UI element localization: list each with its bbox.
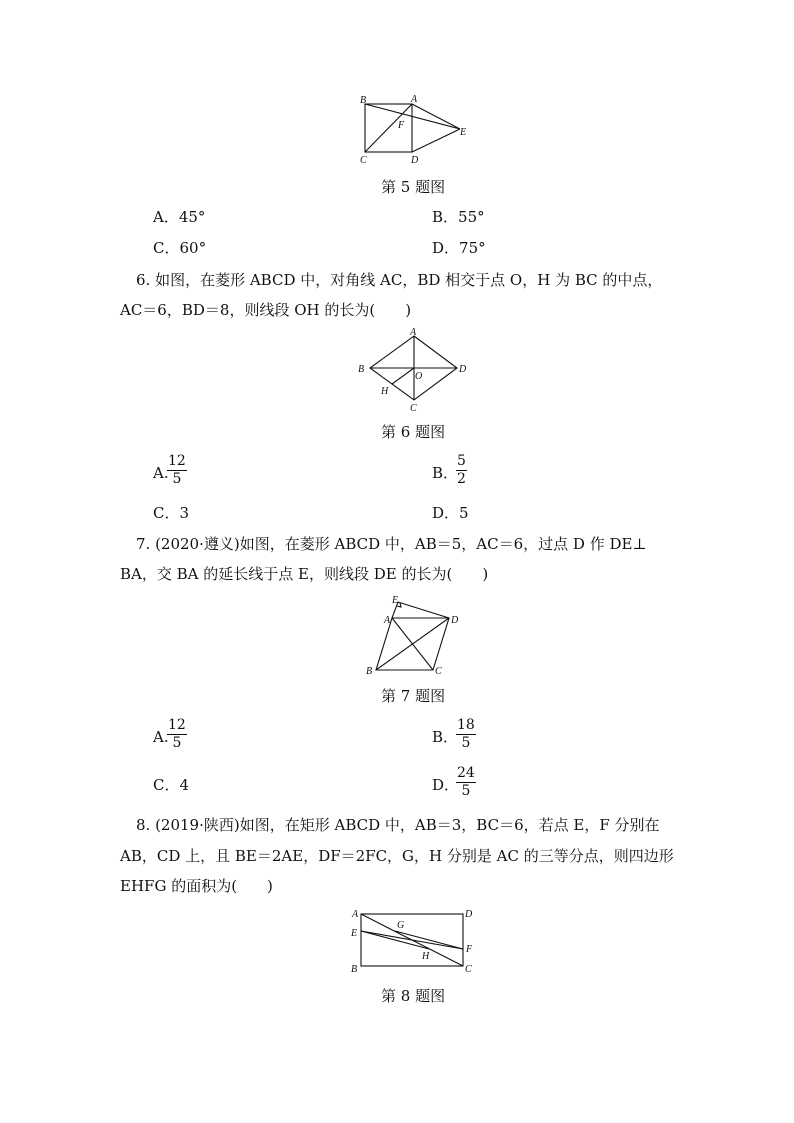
q8-segment-gf	[395, 931, 463, 949]
q6-option-c-text: 3	[179, 504, 190, 522]
q5-line-ae	[412, 104, 460, 129]
q7-label-b: B	[366, 666, 373, 677]
q5-label-f: F	[398, 120, 405, 131]
q5-caption: 第 5 题图	[381, 178, 446, 196]
q7-option-b[interactable]	[432, 727, 458, 747]
q6-stem-line2: AC＝6，BD＝8，则线段 OH 的长为( )	[120, 301, 412, 319]
q5-option-d-text: 75°	[459, 239, 486, 257]
q5-figure	[350, 90, 480, 170]
q5-option-c-letter: C．	[153, 239, 180, 257]
q6-option-b-denominator: 2	[457, 471, 466, 487]
q8-label-g: G	[397, 920, 405, 931]
q6-option-c[interactable]	[153, 503, 189, 523]
q7-segment-de	[398, 602, 449, 618]
q8-figure	[342, 904, 482, 979]
q7-stem-line1: 7. (2020·遵义)如图，在菱形 ABCD 中，AB＝5，AC＝6，过点 D 作 DE⊥	[136, 535, 647, 553]
q7-option-c[interactable]	[153, 775, 189, 795]
q5-option-b[interactable]	[432, 207, 485, 227]
q7-label-a: A	[384, 615, 391, 626]
q6-option-b-fraction	[456, 453, 467, 488]
q5-label-b: B	[360, 95, 367, 106]
q7-option-b-denominator: 5	[461, 735, 471, 751]
q8-stem-line1: 8. (2019·陕西)如图，在矩形 ABCD 中，AB＝3，BC＝6，若点 E，F 分别在	[136, 816, 660, 834]
q7-option-a-numerator: 12	[168, 717, 186, 733]
q7-option-b-numerator: 18	[457, 717, 475, 733]
q6-stem-line1: 6. 如图，在菱形 ABCD 中，对角线 AC，BD 相交于点 O，H 为 BC 的中点，	[136, 271, 663, 289]
q7-option-a-denominator: 5	[172, 735, 182, 751]
q8-label-f: F	[466, 944, 473, 955]
q5-label-c: C	[360, 155, 367, 166]
q6-option-a-fraction	[167, 453, 187, 488]
q6-option-d-text: 5	[459, 504, 469, 522]
q6-label-b: B	[358, 364, 365, 375]
q7-option-d-denominator: 5	[461, 783, 471, 799]
q6-segment-oh	[392, 368, 414, 384]
q7-label-c: C	[435, 666, 442, 677]
q8-label-h: H	[422, 951, 430, 962]
q6-label-d: D	[459, 364, 467, 375]
q8-label-c: C	[465, 964, 472, 975]
q7-stem-line2: BA，交 BA 的延长线于点 E，则线段 DE 的长为( )	[120, 565, 489, 583]
q7-option-c-text: 4	[179, 776, 190, 794]
q8-label-a: A	[352, 909, 359, 920]
q5-label-e: E	[460, 127, 467, 138]
q5-option-d-letter: D．	[432, 239, 460, 257]
q7-option-d-letter: D．	[432, 776, 460, 794]
q6-option-b[interactable]	[432, 463, 458, 483]
q8-stem-line3: EHFG 的面积为( )	[120, 877, 273, 895]
q6-label-o: O	[415, 371, 423, 382]
q8-caption: 第 8 题图	[381, 987, 446, 1005]
q6-option-b-letter: B．	[432, 464, 459, 482]
q6-figure	[352, 326, 477, 416]
q7-option-a-letter: A.	[153, 728, 169, 746]
q5-option-d[interactable]	[432, 238, 486, 258]
q6-option-d-letter: D．	[432, 504, 460, 522]
q8-label-d: D	[465, 909, 473, 920]
q5-option-b-text: 55°	[458, 208, 485, 226]
q5-option-c-text: 60°	[179, 239, 207, 257]
q8-label-e: E	[351, 928, 358, 939]
q8-segment-ef	[361, 931, 463, 949]
q7-label-d: D	[451, 615, 459, 626]
q6-option-a-numerator: 12	[168, 453, 186, 469]
q7-label-e: E	[392, 595, 399, 606]
q5-option-c[interactable]	[153, 238, 206, 258]
q8-stem-line2: AB，CD 上，且 BE＝2AE，DF＝2FC，G，H 分别是 AC 的三等分点，则四边形	[120, 847, 674, 865]
q6-option-b-numerator: 5	[457, 453, 466, 469]
q7-option-c-letter: C．	[153, 776, 180, 794]
q6-option-a-denominator: 5	[172, 471, 182, 487]
q5-label-a: A	[411, 94, 418, 105]
q8-label-b: B	[351, 964, 358, 975]
q5-option-a-letter: A．	[153, 208, 179, 226]
q6-label-a: A	[410, 327, 417, 338]
q7-figure	[358, 590, 468, 680]
q7-option-d-numerator: 24	[457, 765, 475, 781]
q5-label-d: D	[411, 155, 419, 166]
q6-label-h: H	[381, 386, 389, 397]
q6-option-a-letter: A.	[153, 464, 169, 482]
q7-option-b-fraction	[456, 717, 476, 752]
q6-label-c: C	[410, 403, 417, 414]
q7-option-a-fraction	[167, 717, 187, 752]
q7-option-d[interactable]	[432, 775, 459, 795]
q8-segment-eh	[361, 931, 429, 949]
q5-option-b-letter: B．	[432, 208, 459, 226]
q7-option-b-letter: B．	[432, 728, 459, 746]
q6-caption: 第 6 题图	[381, 423, 446, 441]
q5-line-de	[412, 129, 460, 152]
q7-caption: 第 7 题图	[381, 687, 446, 705]
q5-diagonal-ca	[365, 104, 412, 152]
q6-option-c-letter: C．	[153, 504, 180, 522]
q5-option-a-text: 45°	[178, 208, 206, 226]
q5-option-a[interactable]	[153, 207, 205, 227]
q6-option-d[interactable]	[432, 503, 469, 523]
q7-option-d-fraction	[456, 765, 476, 800]
